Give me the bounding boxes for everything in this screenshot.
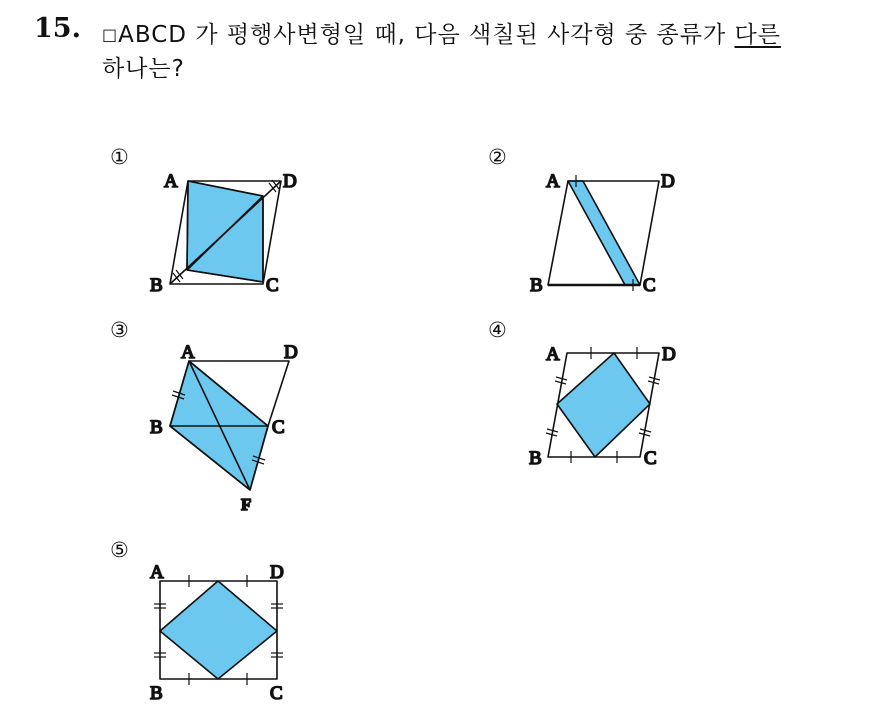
figure-4 — [529, 344, 676, 469]
option-3-marker[interactable]: ③ — [110, 318, 129, 342]
figure-5-label-c: C — [270, 683, 283, 704]
figure-1-label-a: A — [164, 171, 178, 192]
figure-4-label-c: C — [644, 448, 657, 469]
figure-2-shaded-strip — [568, 181, 640, 285]
figure-5 — [150, 562, 284, 704]
figure-5-label-b: B — [150, 683, 163, 704]
figure-3-label-a: A — [181, 342, 195, 363]
figure-5-shaded-quadrilateral — [160, 581, 277, 679]
figure-2-label-a: A — [546, 171, 560, 192]
question-text-part1: ABCD 가 평행사변형일 때, 다음 색칠된 사각형 중 종류가 — [118, 22, 727, 48]
question-text-line2: 하나는? — [102, 56, 185, 82]
underlined-word: 다른 — [734, 22, 781, 48]
option-4-marker[interactable]: ④ — [488, 318, 507, 342]
figure-4-label-d: D — [662, 344, 676, 365]
figure-1-shaded-quadrilateral — [187, 181, 263, 282]
figure-4-label-a: A — [546, 344, 560, 365]
option-5-marker[interactable]: ⑤ — [110, 538, 129, 562]
figure-1-label-d: D — [283, 171, 297, 192]
figure-2-label-d: D — [661, 171, 675, 192]
figure-3-label-d: D — [284, 342, 298, 363]
figure-5-label-a: A — [150, 562, 164, 583]
figure-2-label-b: B — [530, 275, 543, 296]
figure-5-label-d: D — [270, 562, 284, 583]
question-number: 15. — [34, 13, 81, 44]
figure-4-shaded-quadrilateral — [557, 353, 650, 457]
option-1-marker[interactable]: ① — [110, 145, 129, 169]
figure-1-label-c: C — [266, 275, 279, 296]
option-2-marker[interactable]: ② — [488, 145, 507, 169]
figure-2 — [530, 171, 675, 296]
figure-1 — [150, 171, 297, 296]
figure-3-label-f: F — [241, 495, 252, 514]
figure-3-label-c: C — [272, 417, 285, 438]
figure-3 — [150, 342, 298, 514]
figure-2-label-c: C — [643, 275, 656, 296]
figure-1-label-b: B — [150, 275, 163, 296]
square-symbol: □ — [102, 25, 119, 44]
figure-3-label-b: B — [150, 417, 163, 438]
figure-4-label-b: B — [529, 448, 542, 469]
